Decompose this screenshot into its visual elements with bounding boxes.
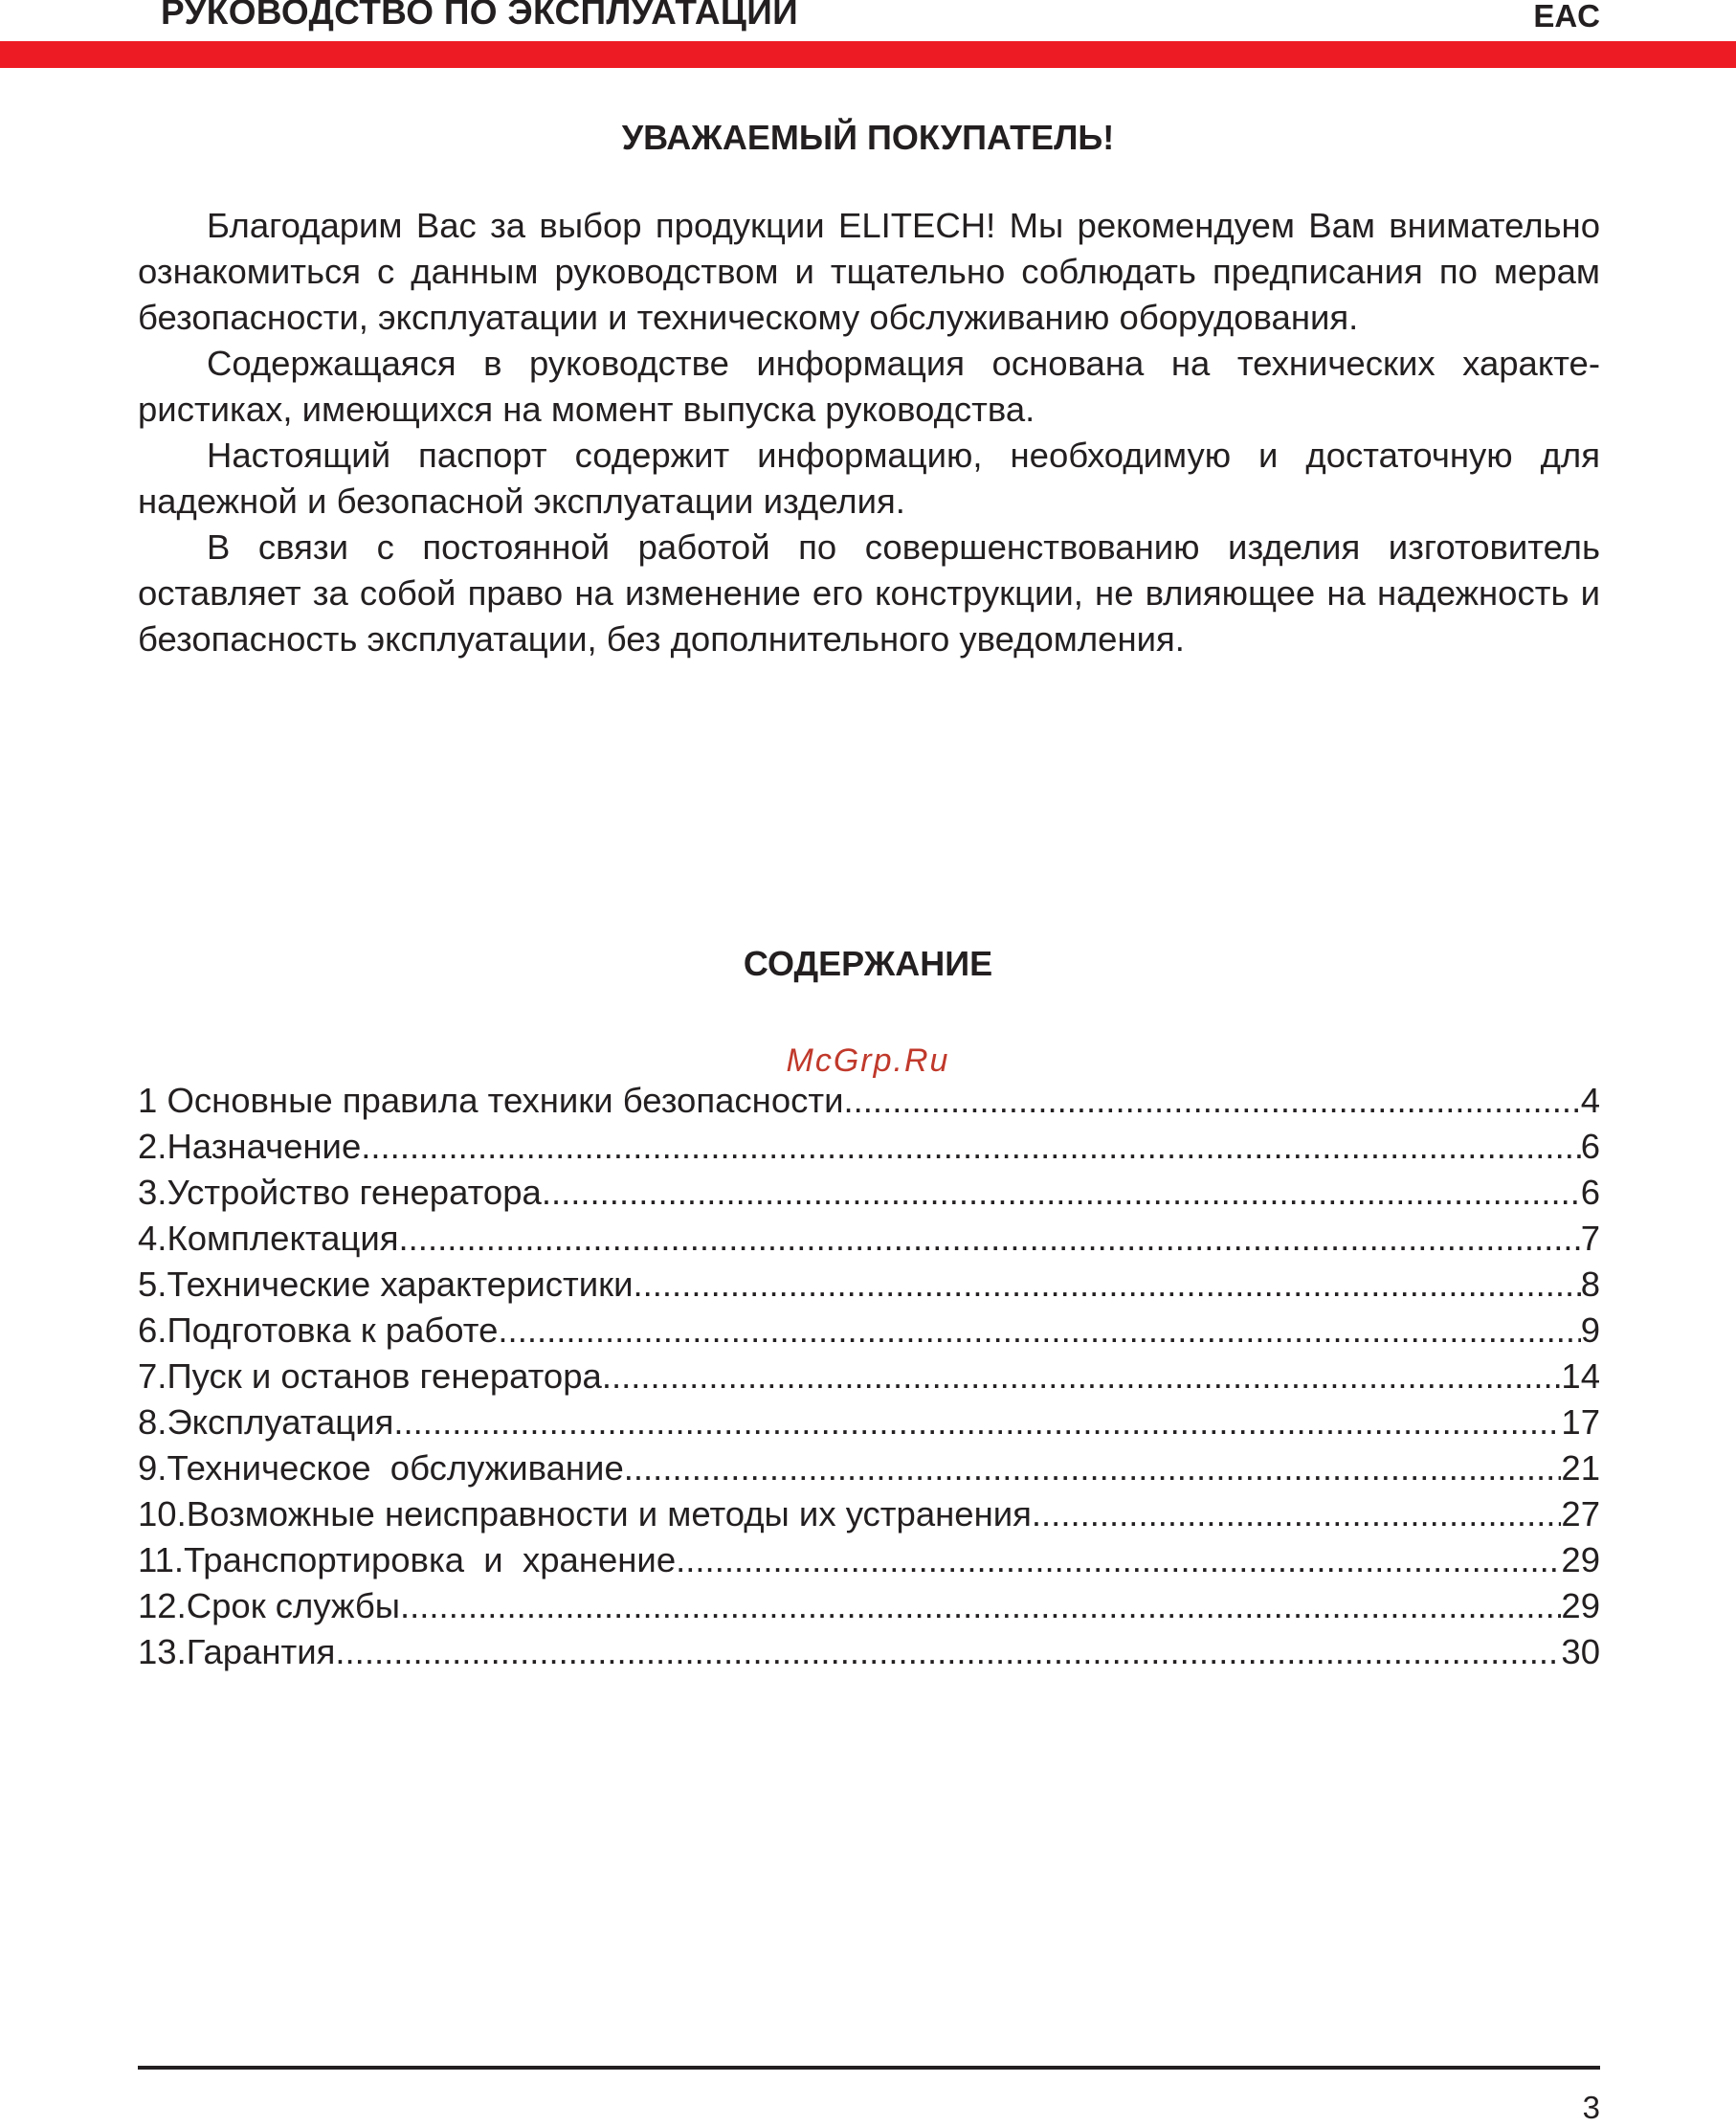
toc-entry[interactable] — [138, 1170, 1600, 1216]
table-of-contents — [138, 1078, 1600, 1675]
toc-entry[interactable] — [138, 1216, 1600, 1262]
toc-entry-label: 7.Пуск и останов генератора — [138, 1356, 602, 1396]
toc-entry-label: 3.Устройство генератора — [138, 1173, 542, 1212]
intro-paragraph: Благодарим Вас за выбор продукции ELITECH! Мы рекомендуем Вам внимательно ознакомиться с данным руководством и тщательно соблюдать предписания по мерам безопасности, эксплуатации и техническому обслуживанию оборудования. — [138, 206, 1600, 337]
toc-entry-page: 29 — [1561, 1540, 1600, 1579]
footer-rule — [138, 2066, 1600, 2070]
toc-entry-page: 17 — [1561, 1402, 1600, 1442]
toc-entry[interactable] — [138, 1583, 1600, 1629]
toc-leader-dots — [335, 1629, 1561, 1675]
intro-paragraph: Содержащаяся в руководстве информация основана на технических характеристиках, имеющихся на момент выпуска руководства. — [138, 344, 1600, 429]
toc-entry-label: 4.Комплектация — [138, 1219, 399, 1258]
toc-entry[interactable] — [138, 1262, 1600, 1308]
toc-entry-page: 4 — [1580, 1081, 1600, 1120]
toc-entry-label: 11.Транспортировка и хранение — [138, 1540, 677, 1579]
toc-leader-dots — [624, 1445, 1562, 1491]
intro-paragraph: В связи с постоянной работой по совершенствованию изделия изготовитель оставляет за собой право на изменение его конструкции, не влияющее на надежность и безопасность эксплуатации, без дополнительного уведомления. — [138, 527, 1600, 659]
toc-entry-label: 5.Технические характеристики — [138, 1265, 634, 1304]
toc-entry-page: 30 — [1561, 1632, 1600, 1671]
intro-text — [138, 203, 1600, 662]
toc-leader-dots — [361, 1124, 1580, 1170]
toc-entry-page: 8 — [1580, 1265, 1600, 1304]
toc-entry-page: 6 — [1580, 1173, 1600, 1212]
toc-entry-page: 7 — [1580, 1219, 1600, 1258]
eac-mark: EAC — [1533, 0, 1600, 34]
toc-leader-dots — [676, 1537, 1561, 1583]
toc-entry-label: 12.Срок службы — [138, 1586, 400, 1625]
toc-entry[interactable] — [138, 1491, 1600, 1537]
toc-entry-page: 27 — [1561, 1494, 1600, 1534]
toc-entry-page: 29 — [1561, 1586, 1600, 1625]
toc-leader-dots — [602, 1354, 1562, 1399]
toc-entry[interactable] — [138, 1399, 1600, 1445]
page-number: 3 — [1582, 2090, 1600, 2125]
toc-entry[interactable] — [138, 1078, 1600, 1124]
toc-entry-page: 14 — [1561, 1356, 1600, 1396]
toc-leader-dots — [399, 1216, 1581, 1262]
header-title: РУКОВОДСТВО ПО ЭКСПЛУАТАЦИИ — [161, 0, 799, 32]
toc-heading: СОДЕРЖАНИЕ — [743, 944, 993, 983]
toc-entry-label: 1 Основные правила техники безопасности — [138, 1081, 844, 1120]
toc-entry-label: 13.Гарантия — [138, 1632, 336, 1671]
toc-entry[interactable] — [138, 1629, 1600, 1675]
watermark: McGrp.Ru — [786, 1042, 950, 1079]
toc-entry[interactable] — [138, 1308, 1600, 1354]
toc-entry-label: 10.Возможные неисправности и методы их устранения — [138, 1494, 1032, 1534]
greeting-heading: УВАЖАЕМЫЙ ПОКУПАТЕЛЬ! — [621, 118, 1115, 157]
toc-entry-label: 8.Эксплуатация — [138, 1402, 394, 1442]
toc-entry[interactable] — [138, 1124, 1600, 1170]
toc-leader-dots — [542, 1170, 1581, 1216]
toc-leader-dots — [393, 1399, 1561, 1445]
header-red-bar — [0, 41, 1736, 68]
toc-leader-dots — [400, 1583, 1561, 1629]
toc-entry[interactable] — [138, 1445, 1600, 1491]
toc-entry-label: 2.Назначение — [138, 1127, 362, 1166]
toc-entry[interactable] — [138, 1537, 1600, 1583]
toc-leader-dots — [633, 1262, 1580, 1308]
intro-paragraph: Настоящий паспорт содержит информацию, необходимую и достаточную для надежной и безопасной эксплуатации изделия. — [138, 436, 1600, 521]
toc-entry-label: 6.Подготовка к работе — [138, 1310, 499, 1350]
toc-leader-dots — [1032, 1491, 1562, 1537]
toc-leader-dots — [844, 1078, 1581, 1124]
toc-entry[interactable] — [138, 1354, 1600, 1399]
toc-leader-dots — [498, 1308, 1580, 1354]
toc-entry-page: 9 — [1580, 1310, 1600, 1350]
toc-entry-page: 21 — [1561, 1448, 1600, 1488]
toc-entry-label: 9.Техническое обслуживание — [138, 1448, 624, 1488]
toc-entry-page: 6 — [1580, 1127, 1600, 1166]
